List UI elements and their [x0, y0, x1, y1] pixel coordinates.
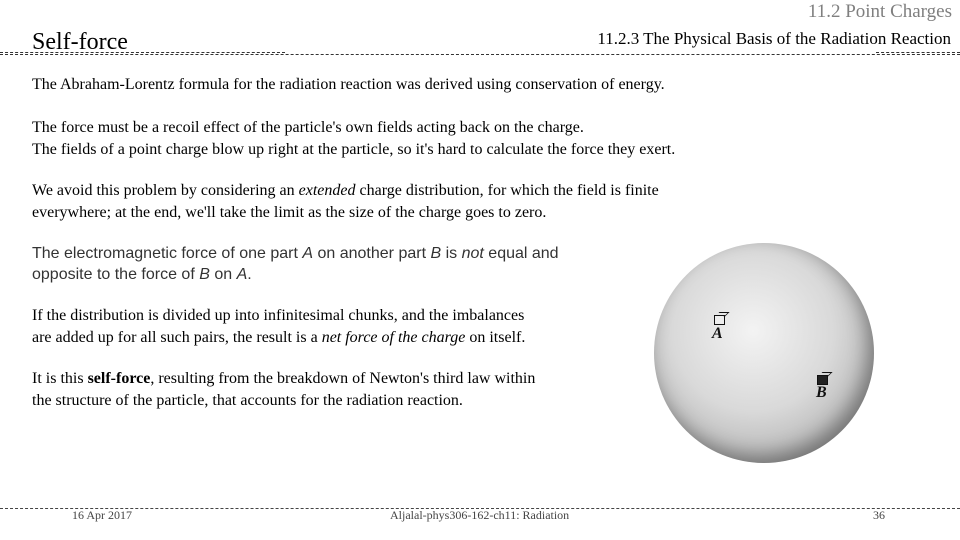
paragraph-extended — [32, 180, 659, 223]
symbol-b: B — [430, 245, 442, 262]
paragraph-self-force-line2: the structure of the particle, that accounts for the radiation reaction. — [32, 391, 463, 409]
chunk-a-label: A — [712, 325, 723, 342]
text-span: charge distribution, for which the field is finite — [355, 182, 659, 199]
symbol-b: B — [199, 266, 210, 283]
text-span: . — [247, 266, 252, 283]
paragraph-chunks — [32, 305, 525, 348]
title-underline — [0, 52, 285, 53]
text-span: We avoid this problem by considering an — [32, 182, 299, 199]
paragraph-energy-text: The Abraham-Lorentz formula for the radiation reaction was derived using conservation of energy. — [32, 76, 665, 93]
emphasis-extended: extended — [298, 182, 356, 199]
paragraph-self-force — [32, 368, 535, 411]
section-title: 11.2 Point Charges — [807, 1, 952, 22]
slide-title: Self-force — [32, 29, 128, 55]
text-span: It is this — [32, 370, 88, 387]
text-span: , resulting from the breakdown of Newton's third law within — [150, 370, 536, 387]
text-span: on itself. — [465, 328, 526, 346]
header-divider — [0, 54, 960, 55]
text-span: equal and — [483, 245, 559, 262]
text-span: on — [209, 266, 237, 283]
text-span: are added up for all such pairs, the result is a — [32, 328, 322, 346]
subsection-title: 11.2.3 The Physical Basis of the Radiation Reaction — [597, 29, 951, 48]
paragraph-energy — [32, 74, 665, 96]
footer-date: 16 Apr 2017 — [72, 508, 132, 522]
emphasis-not: not — [461, 245, 484, 262]
chunk-a-icon — [714, 315, 725, 325]
quoted-statement — [32, 243, 559, 285]
text-span: opposite to the force of — [32, 266, 200, 283]
paragraph-extended-line2: everywhere; at the end, we'll take the limit as the size of the charge goes to zero. — [32, 203, 547, 221]
text-span: on another part — [313, 245, 431, 262]
paragraph-chunks-line2 — [32, 327, 525, 349]
bold-self-force: self-force — [87, 370, 151, 387]
paragraph-recoil-line1: The force must be a recoil effect of the particle's own fields acting back on the charge. — [32, 119, 584, 136]
symbol-a: A — [236, 266, 248, 283]
symbol-a: A — [302, 245, 314, 262]
quoted-statement-line2 — [32, 264, 559, 285]
paragraph-recoil-line2: The fields of a point charge blow up right at the particle, so it's hard to calculate the force they exert. — [32, 140, 676, 158]
emphasis-net-force: net force of the charge — [321, 328, 466, 346]
chunk-b-label: B — [816, 384, 827, 401]
text-span: is — [441, 245, 462, 262]
footer-course: Aljalal-phys306-162-ch11: Radiation — [390, 508, 570, 522]
paragraph-self-force-line1 — [32, 368, 535, 390]
text-span: The electromagnetic force of one part — [32, 245, 303, 262]
header-divider-right — [876, 52, 960, 53]
paragraph-chunks-line1: If the distribution is divided up into infinitesimal chunks, and the imbalances — [32, 307, 525, 324]
quoted-statement-line1 — [32, 243, 559, 264]
paragraph-recoil — [32, 117, 675, 160]
footer-page-number: 36 — [873, 508, 885, 522]
charge-sphere-figure — [654, 243, 874, 463]
paragraph-extended-line1 — [32, 180, 659, 202]
